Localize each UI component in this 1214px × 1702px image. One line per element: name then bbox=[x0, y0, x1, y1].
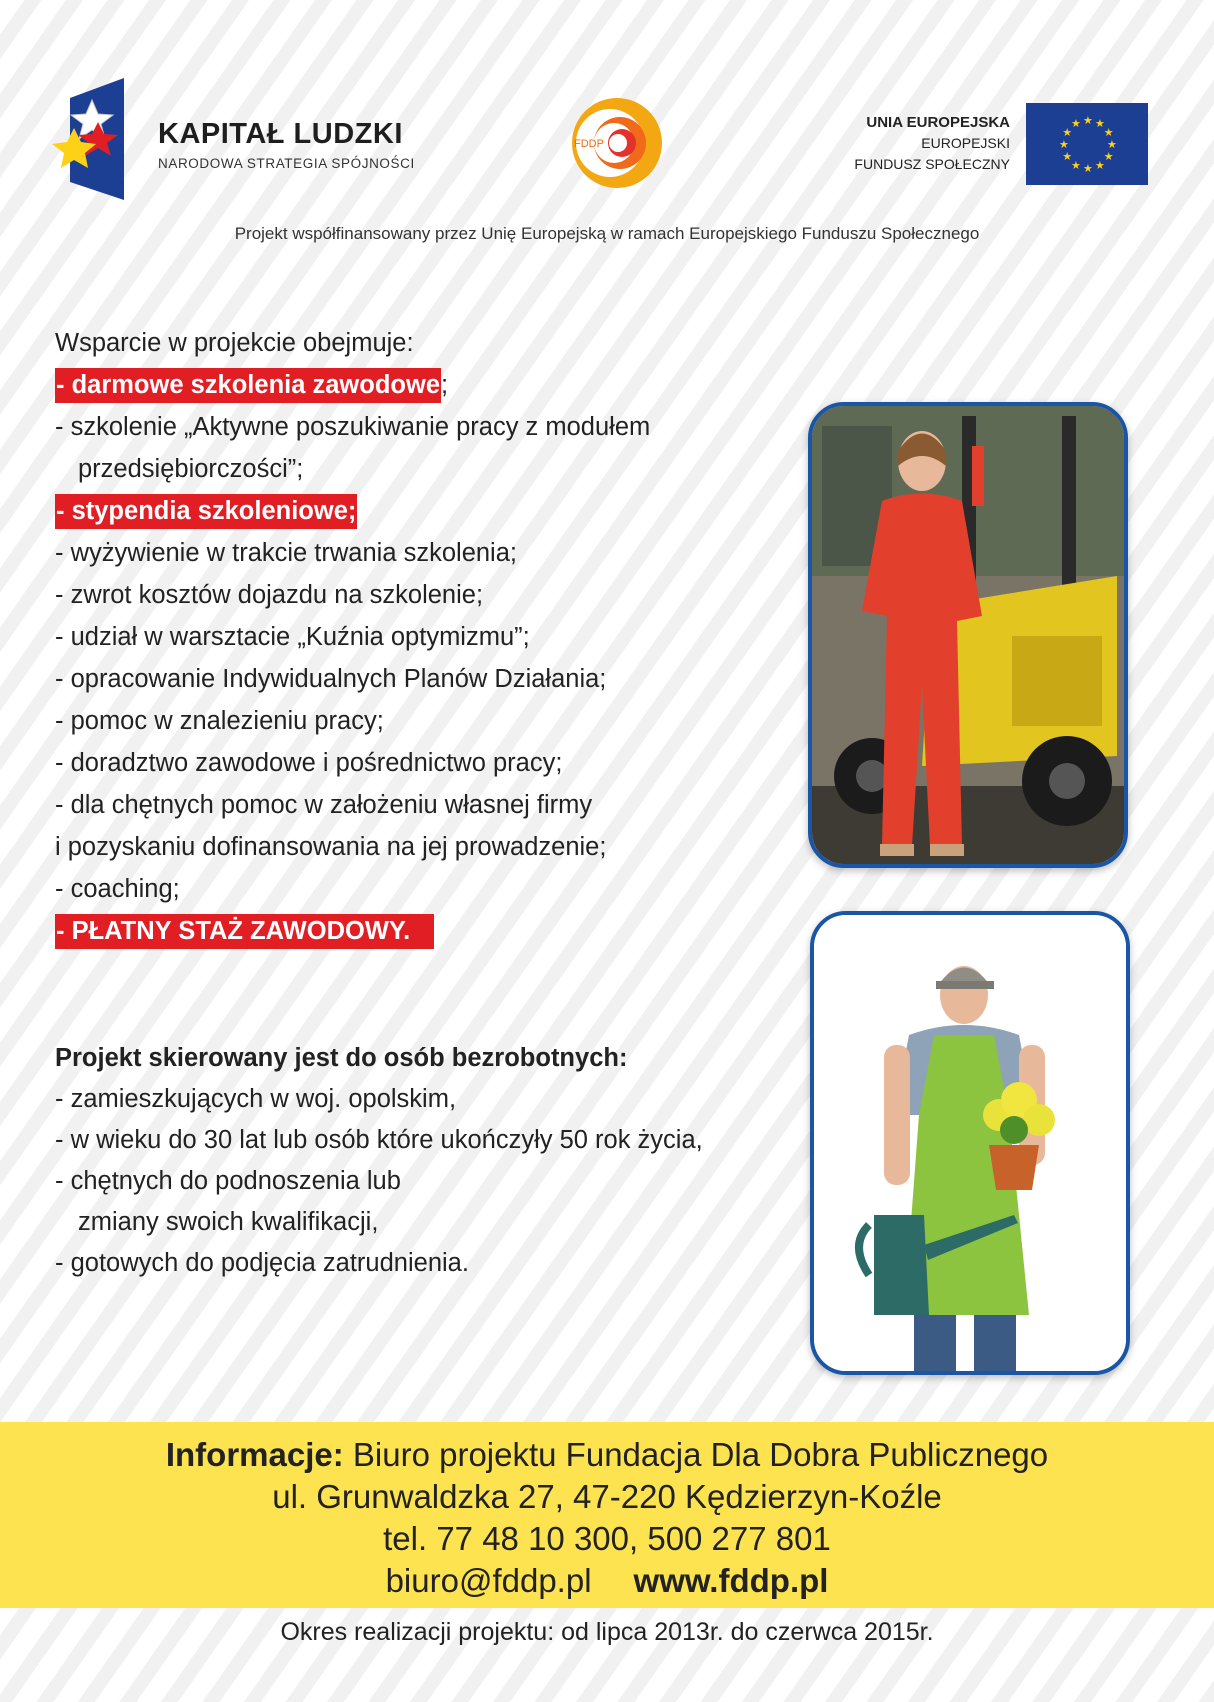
target-item: - chętnych do podnoszenia lub bbox=[55, 1167, 401, 1195]
kapital-ludzki-subtitle: NARODOWA STRATEGIA SPÓJNOŚCI bbox=[158, 156, 415, 171]
support-item bbox=[55, 490, 775, 532]
eu-star-icon: ★ bbox=[1062, 151, 1073, 163]
kapital-ludzki-title: KAPITAŁ LUDZKI bbox=[158, 118, 403, 150]
target-item-continued: zmiany swoich kwalifikacji, bbox=[78, 1208, 379, 1236]
support-item: - wyżywienie w trakcie trwania szkolenia; bbox=[55, 539, 517, 567]
support-item bbox=[55, 910, 775, 952]
contact-info-bar bbox=[0, 1422, 1214, 1608]
target-item: - gotowych do podjęcia zatrudnienia. bbox=[55, 1249, 469, 1277]
support-item: - dla chętnych pomoc w założeniu własnej firmy bbox=[55, 791, 593, 819]
eu-star-icon: ★ bbox=[1095, 118, 1105, 131]
support-item-continued: przedsiębiorczości”; bbox=[78, 455, 304, 483]
info-label: Informacje: bbox=[165, 1436, 344, 1473]
eu-subtitle-line1: EUROPEJSKI bbox=[921, 135, 1010, 151]
target-heading: Projekt skierowany jest do osób bezrobotnych: bbox=[55, 1044, 628, 1072]
eu-star-icon: ★ bbox=[1071, 159, 1081, 172]
eu-star-icon: ★ bbox=[1083, 163, 1093, 175]
target-item: - w wieku do 30 lat lub osób które ukończyły 50 rok życia, bbox=[55, 1126, 703, 1154]
eu-star-icon: ★ bbox=[1103, 127, 1114, 139]
support-item: - zwrot kosztów dojazdu na szkolenie; bbox=[55, 581, 484, 609]
info-office-line bbox=[0, 1436, 1214, 1474]
support-item: - pomoc w znalezieniu pracy; bbox=[55, 707, 384, 735]
photo-forklift-worker bbox=[808, 402, 1128, 868]
eu-star-icon: ★ bbox=[1062, 127, 1073, 139]
project-period: Okres realizacji projektu: od lipca 2013r. do czerwca 2015r. bbox=[280, 1618, 934, 1646]
highlight-free-training: - darmowe szkolenia zawodowe bbox=[55, 368, 441, 403]
highlight-paid-internship: - PŁATNY STAŻ ZAWODOWY. bbox=[55, 914, 434, 949]
fddp-logo-text: FDDP bbox=[574, 138, 604, 150]
cofinancing-note: Projekt współfinansowany przez Unię Europejską w ramach Europejskiego Funduszu Społecznego bbox=[234, 224, 980, 243]
eu-star-icon: ★ bbox=[1071, 118, 1081, 131]
target-group bbox=[55, 1038, 815, 1284]
support-item: - udział w warsztacie „Kuźnia optymizmu”; bbox=[55, 623, 530, 651]
eu-star-icon: ★ bbox=[1059, 139, 1069, 151]
info-office: Biuro projektu Fundacja Dla Dobra Publicznego bbox=[343, 1436, 1049, 1473]
target-item: - zamieszkujących w woj. opolskim, bbox=[55, 1085, 457, 1113]
support-item-tail: ; bbox=[441, 371, 449, 399]
support-item: - szkolenie „Aktywne poszukiwanie pracy z modułem bbox=[55, 413, 651, 441]
support-item: - opracowanie Indywidualnych Planów Działania; bbox=[55, 665, 607, 693]
info-website[interactable]: www.fddp.pl bbox=[633, 1562, 829, 1599]
eu-star-icon: ★ bbox=[1107, 139, 1117, 151]
kapital-ludzki-logo bbox=[52, 78, 124, 200]
support-item bbox=[55, 364, 775, 406]
info-phone: tel. 77 48 10 300, 500 277 801 bbox=[383, 1520, 831, 1557]
support-item: - coaching; bbox=[55, 875, 180, 903]
eu-star-icon: ★ bbox=[1095, 159, 1105, 172]
photo-gardener bbox=[810, 911, 1130, 1375]
eu-subtitle-line2: FUNDUSZ SPOŁECZNY bbox=[854, 156, 1010, 172]
fddp-logo bbox=[570, 96, 664, 190]
support-list bbox=[55, 322, 775, 952]
support-item: - doradztwo zawodowe i pośrednictwo pracy; bbox=[55, 749, 563, 777]
eu-flag-icon bbox=[1026, 103, 1148, 185]
info-contact-line bbox=[0, 1562, 1214, 1600]
eu-title: UNIA EUROPEJSKA bbox=[866, 114, 1010, 131]
info-address: ul. Grunwaldzka 27, 47-220 Kędzierzyn-Koźle bbox=[272, 1478, 942, 1515]
highlight-scholarships: - stypendia szkoleniowe; bbox=[55, 494, 357, 529]
eu-star-icon: ★ bbox=[1083, 115, 1093, 127]
eu-star-icon: ★ bbox=[1103, 151, 1114, 163]
support-item-continued: i pozyskaniu dofinansowania na jej prowadzenie; bbox=[55, 833, 607, 861]
support-intro: Wsparcie w projekcie obejmuje: bbox=[55, 329, 414, 357]
info-email[interactable]: biuro@fddp.pl bbox=[385, 1562, 592, 1599]
